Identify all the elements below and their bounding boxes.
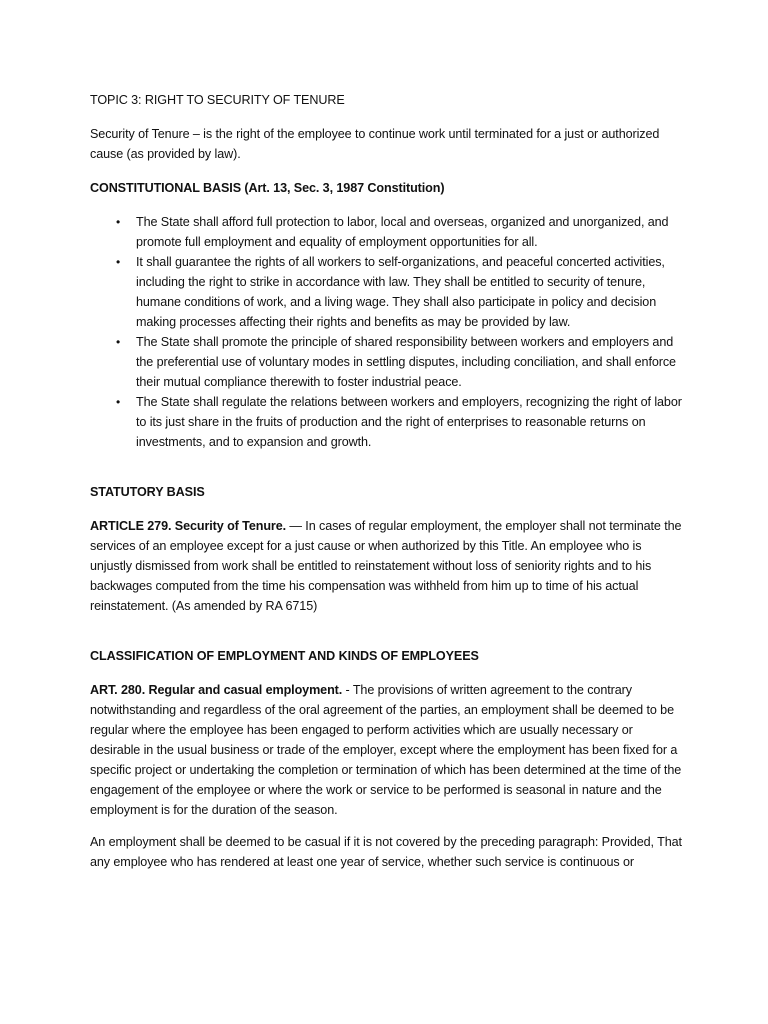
list-item [90,212,682,252]
document-page [90,90,682,872]
article-280-body: - The provisions of written agreement to the contrary notwithstanding and regardless of the oral agreement of the parties, an employment shall be deemed to be regular where the employee has been engaged to perform activities which are usually necessary or desirable in the usual business or trade of the employer, except where the employment has been fixed for a specific project or undertaking the completion or termination of which has been determined at the time of the engagement of the employee or where the work or service to be performed is seasonal in nature and the employment is for the duration of the season. [90,683,682,817]
article-280-title: ART. 280. Regular and casual employment. [90,683,343,697]
list-item-text: The State shall regulate the relations between workers and employers, recognizing the right of labor to its just share in the fruits of production and the right of enterprises to reasonable returns on investments, and to expansion and growth. [136,395,682,449]
casual-employment-paragraph: An employment shall be deemed to be casual if it is not covered by the preceding paragraph: Provided, That any employee who has rendered at least one year of service, whether such service is continuous or [90,835,682,869]
topic-title: TOPIC 3: RIGHT TO SECURITY OF TENURE [90,93,345,107]
list-item-text: The State shall afford full protection to labor, local and overseas, organized and unorganized, and promote full employment and equality of employment opportunities for all. [136,215,669,249]
tenure-definition: Security of Tenure – is the right of the employee to continue work until terminated for a just or authorized cause (as provided by law). [90,127,660,161]
list-item [90,392,682,452]
constitutional-heading: CONSTITUTIONAL BASIS (Art. 13, Sec. 3, 1987 Constitution) [90,181,445,195]
bullet-icon: • [116,335,121,349]
list-item-text: The State shall promote the principle of shared responsibility between workers and employers and the preferential use of voluntary modes in settling disputes, including conciliation, and shall enforce their mutual compliance therewith to foster industrial peace. [136,335,676,389]
constitutional-list [90,212,682,452]
article-279-body: — In cases of regular employment, the employer shall not terminate the services of an employee except for a just cause or when authorized by this Title. An employee who is unjustly dismissed from work shall be entitled to reinstatement without loss of seniority rights and to his backwages computed from the time his compensation was withheld from him up to time of his actual reinstatement. (As amended by RA 6715) [90,519,682,613]
bullet-icon: • [116,215,121,229]
classification-heading: CLASSIFICATION OF EMPLOYMENT AND KINDS OF EMPLOYEES [90,649,479,663]
article-279-title: ARTICLE 279. Security of Tenure. [90,519,287,533]
list-item [90,332,682,392]
bullet-icon: • [116,395,121,409]
list-item [90,252,682,332]
article-280-paragraph [90,680,682,820]
bullet-icon: • [116,255,121,269]
statutory-heading: STATUTORY BASIS [90,485,205,499]
article-279-paragraph [90,516,682,616]
list-item-text: It shall guarantee the rights of all workers to self-organizations, and peaceful concerted activities, including the right to strike in accordance with law. They shall be entitled to security of tenure, humane conditions of work, and a living wage. They shall also participate in policy and decision making processes affecting their rights and benefits as may be provided by law. [136,255,665,329]
